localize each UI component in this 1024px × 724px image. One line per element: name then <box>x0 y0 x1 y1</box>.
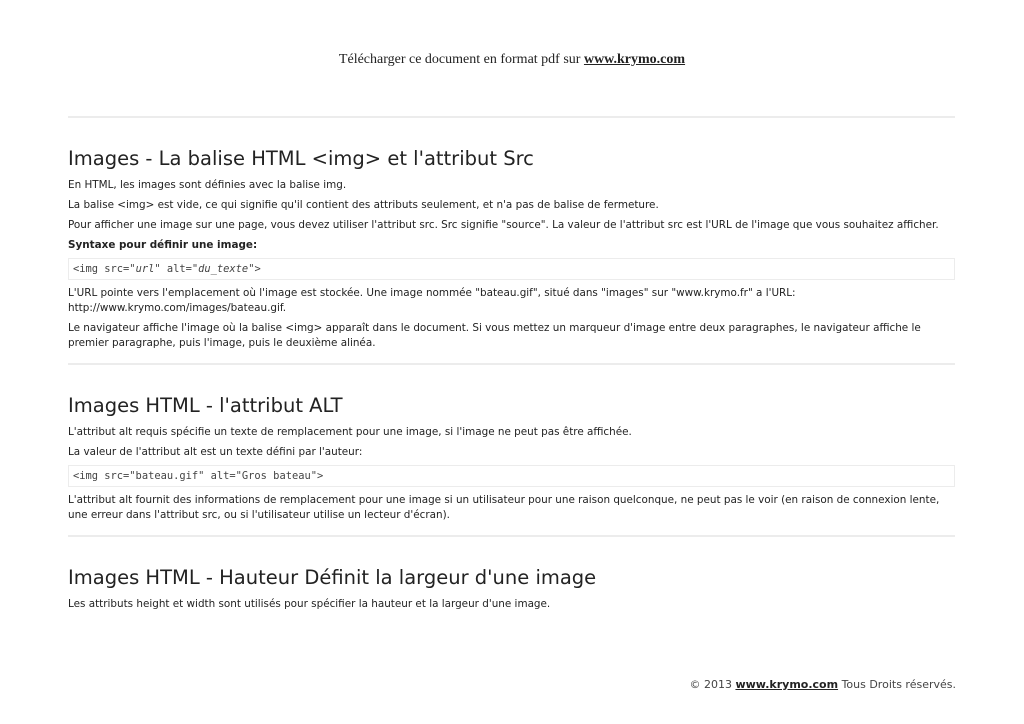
section-title: Images - La balise HTML <img> et l'attribut Src <box>68 147 534 170</box>
paragraph: La balise <img> est vide, ce qui signifie qu'il contient des attributs seulement, et n'a pas de balise de fermeture. <box>68 199 659 211</box>
download-banner <box>0 52 1024 68</box>
code-block: <img src="bateau.gif" alt="Gros bateau"> <box>68 465 955 487</box>
paragraph: L'attribut alt requis spécifie un texte de remplacement pour une image, si l'image ne peut pas être affichée. <box>68 426 632 438</box>
code-part: <img src=" <box>73 263 136 275</box>
section-src <box>68 146 955 351</box>
code-part: url <box>135 263 155 275</box>
code-part: " alt=" <box>154 263 199 275</box>
rights-text: Tous Droits réservés. <box>841 678 956 691</box>
paragraph: En HTML, les images sont définies avec la balise img. <box>68 179 347 191</box>
section-height <box>68 565 955 612</box>
paragraph: Pour afficher une image sur une page, vous devez utiliser l'attribut src. Src signifie "source". La valeur de l'attribut src est l'URL de l'image que vous souhaitez afficher. <box>68 219 939 231</box>
section-alt <box>68 393 955 523</box>
section-title: Images HTML - l'attribut ALT <box>68 394 343 417</box>
code-part: du_texte <box>198 263 249 275</box>
paragraph: Le navigateur affiche l'image où la balise <img> apparaît dans le document. Si vous mettez un marqueur d'image entre deux paragraphes, le navigateur affiche le premier paragraphe, puis l'image, puis le deuxième alinéa. <box>68 322 921 349</box>
section-title: Images HTML - Hauteur Définit la largeur d'une image <box>68 566 597 589</box>
paragraph: Les attributs height et width sont utilisés pour spécifier la hauteur et la largeur d'une image. <box>68 598 551 610</box>
paragraph: La valeur de l'attribut alt est un texte défini par l'auteur: <box>68 446 363 458</box>
krymo-link-footer[interactable]: www.krymo.com <box>735 678 839 691</box>
syntax-label: Syntaxe pour définir une image: <box>68 239 258 251</box>
paragraph: L'attribut alt fournit des informations de remplacement pour une image si un utilisateur pour une raison quelconque, ne peut pas le voir (en raison de connexion lente, une erreur dans l'attribut src, ou si l'utilisateur utilise un lecteur d'écran). <box>68 494 940 521</box>
section-divider <box>68 363 955 365</box>
footer <box>689 678 956 691</box>
download-text: Télécharger ce document en format pdf sur <box>338 52 581 67</box>
copyright-text: © 2013 <box>689 678 732 691</box>
section-divider <box>68 535 955 537</box>
code-part: "> <box>248 263 261 275</box>
krymo-link-header[interactable]: www.krymo.com <box>583 52 686 67</box>
section-divider <box>68 116 955 118</box>
document-content <box>68 116 955 617</box>
code-block <box>68 258 955 280</box>
paragraph: L'URL pointe vers l'emplacement où l'image est stockée. Une image nommée "bateau.gif", situé dans "images" sur "www.krymo.fr" a l'URL: http://www.krymo.com/images/bateau.gif. <box>68 287 796 314</box>
